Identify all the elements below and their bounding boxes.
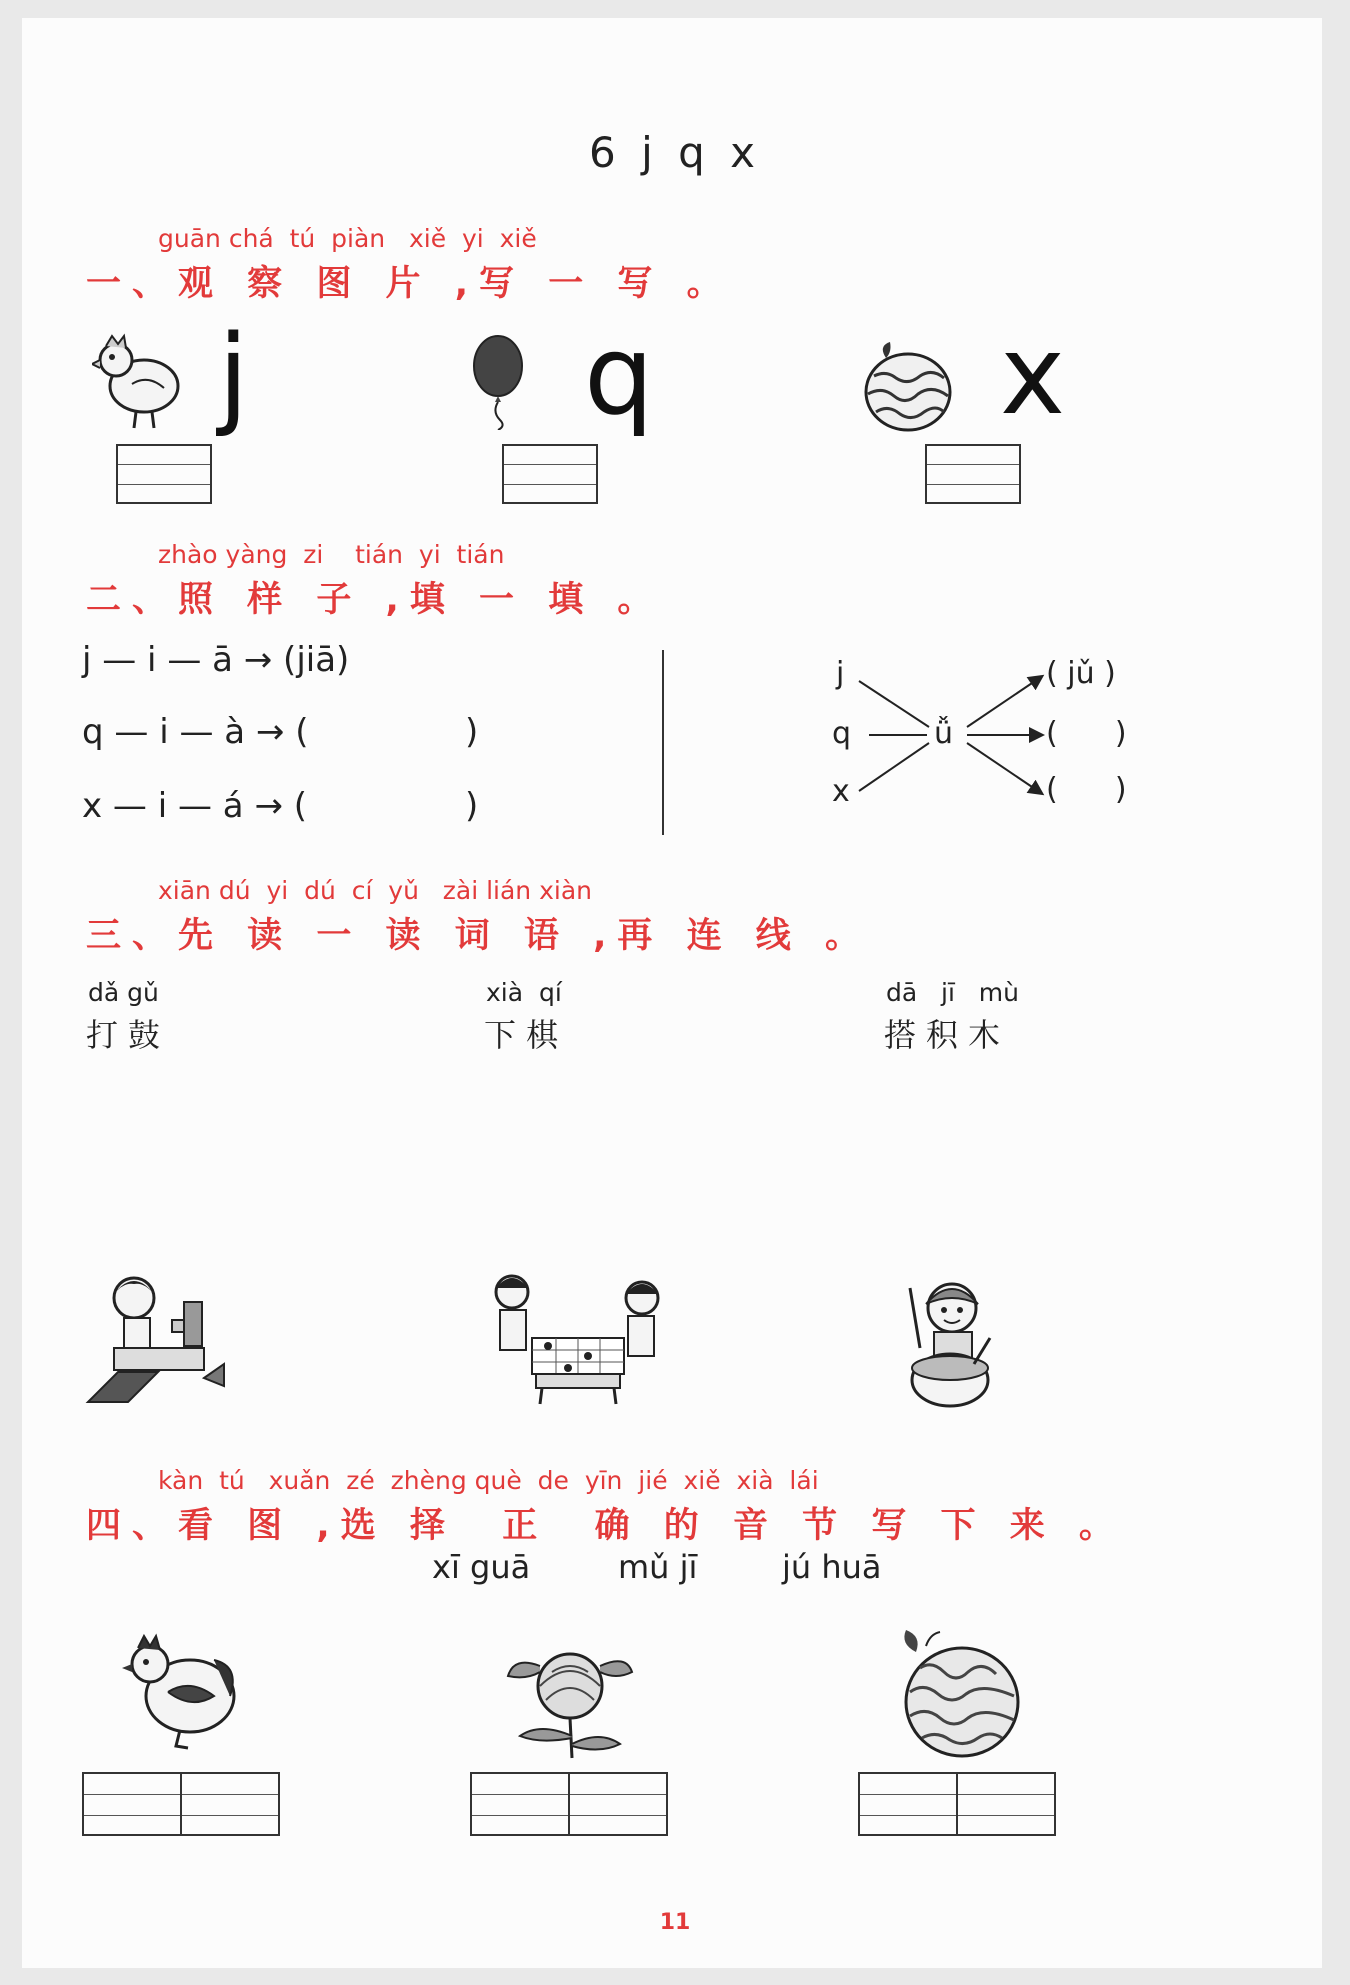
letter-x: x	[1000, 311, 1066, 439]
page-number: 11	[659, 1910, 691, 1935]
word-dagu-pinyin: dǎ gǔ	[88, 978, 159, 1007]
writing-box-j[interactable]	[116, 444, 212, 504]
star-connector-lines	[855, 665, 1055, 805]
chrysanthemum-icon	[500, 1626, 640, 1762]
star-left-q: q	[832, 716, 852, 751]
answer-cell[interactable]	[860, 1774, 958, 1834]
answer-cell[interactable]	[182, 1774, 278, 1834]
option-xigua: xī guā	[432, 1548, 531, 1586]
option-muji: mǔ jī	[618, 1548, 698, 1586]
answer-cell[interactable]	[472, 1774, 570, 1834]
building-blocks-girl-icon[interactable]	[84, 1268, 244, 1408]
answer-blank-qi[interactable]	[350, 712, 460, 754]
lesson-title: 6 j q x	[589, 128, 761, 177]
word-dagu[interactable]: 打鼓	[86, 1016, 171, 1054]
star-left-j: j	[836, 656, 845, 691]
answer-box-flower[interactable]	[470, 1772, 668, 1836]
section1-heading: 一、观 察 图 片 ,写 一 写 。	[86, 264, 733, 304]
section4-pinyin: kàn tú xuǎn zé zhèng què de yīn jié xiě xià lái	[158, 1466, 819, 1495]
answer-blank-xi[interactable]	[350, 786, 460, 828]
answer-cell[interactable]	[84, 1774, 182, 1834]
star-answer-blank-1[interactable]: ( )	[1046, 716, 1127, 751]
section-divider	[662, 650, 664, 835]
star-answer-ju: ( jǔ )	[1046, 656, 1116, 691]
section3-pinyin: xiān dú yi dú cí yǔ zài lián xiàn	[158, 876, 593, 905]
word-dajimu[interactable]: 搭积木	[884, 1016, 1011, 1054]
star-left-x: x	[832, 774, 850, 809]
section3-heading: 三、先 读 一 读 词 语 ,再 连 线 。	[86, 916, 871, 956]
watermelon-icon	[856, 336, 956, 436]
balloon-icon	[468, 330, 528, 430]
watermelon-large-icon	[886, 1624, 1026, 1764]
playing-chess-icon[interactable]	[482, 1268, 672, 1408]
writing-box-q[interactable]	[502, 444, 598, 504]
section1-pinyin: guān chá tú piàn xiě yi xiě	[158, 224, 537, 253]
row-qi: q — i — à → (	[82, 712, 309, 752]
word-dajimu-pinyin: dā jī mù	[886, 978, 1019, 1007]
hen-icon	[118, 1626, 248, 1752]
answer-box-watermelon[interactable]	[858, 1772, 1056, 1836]
row-xi-close: )	[465, 786, 479, 826]
word-xiaqi-pinyin: xià qí	[486, 978, 562, 1007]
row-xi: x — i — á → (	[82, 786, 308, 826]
section2-pinyin: zhào yàng zi tián yi tián	[158, 540, 505, 569]
answer-cell[interactable]	[958, 1774, 1054, 1834]
word-xiaqi[interactable]: 下棋	[484, 1016, 569, 1054]
chicken-icon	[92, 328, 182, 432]
star-center-u: ǚ	[934, 716, 954, 751]
answer-cell[interactable]	[570, 1774, 666, 1834]
star-answer-blank-2[interactable]: ( )	[1046, 772, 1127, 807]
example-jia: j — i — ā → (jiā)	[82, 640, 350, 680]
writing-box-x[interactable]	[925, 444, 1021, 504]
drumming-boy-icon[interactable]	[890, 1268, 1010, 1418]
section2-heading: 二、照 样 子 ,填 一 填 。	[86, 580, 664, 620]
option-juhua: jú huā	[782, 1548, 882, 1586]
section4-heading: 四、看 图 ,选 择 正 确 的 音 节 写 下 来 。	[86, 1506, 1125, 1546]
row-qi-close: )	[465, 712, 479, 752]
letter-j: j	[218, 311, 249, 439]
letter-q: q	[584, 311, 654, 439]
answer-box-hen[interactable]	[82, 1772, 280, 1836]
